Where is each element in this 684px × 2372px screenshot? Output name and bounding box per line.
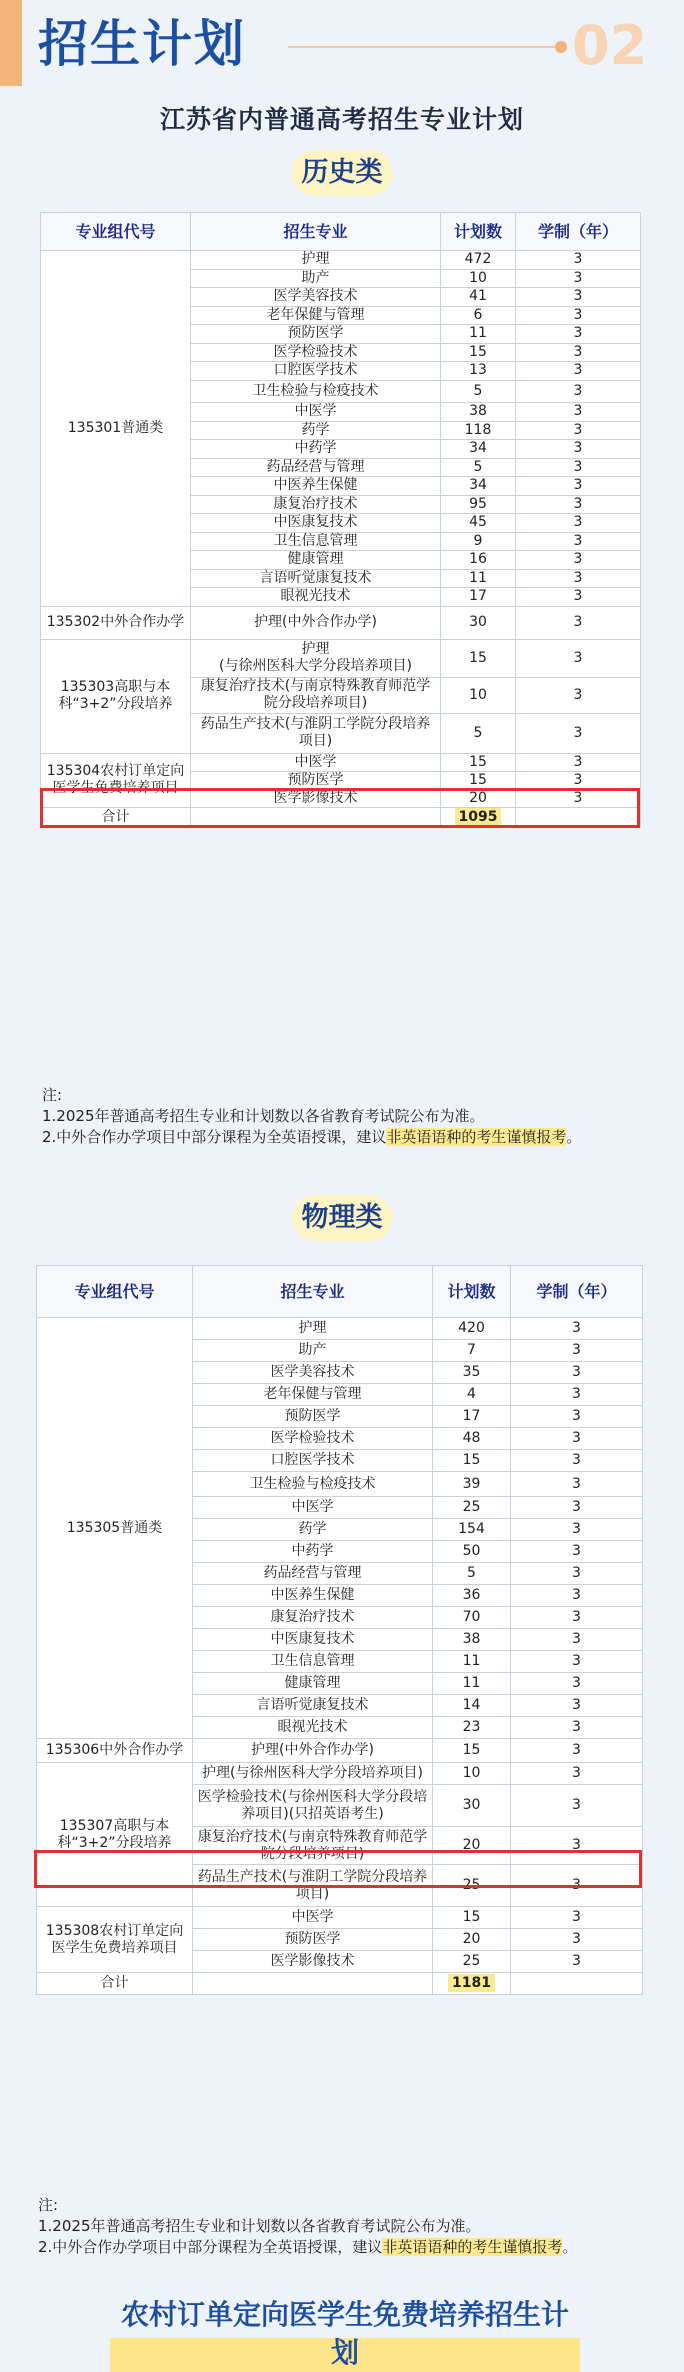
note-line-1: 1.2025年普通高考招生专业和计划数以各省教育考试院公布为准。	[42, 1107, 485, 1125]
duration-cell: 3	[511, 1340, 643, 1362]
group-code: 135305普通类	[37, 1318, 193, 1739]
major-cell: 药品生产技术(与淮阴工学院分段培养项目)	[193, 1865, 433, 1907]
duration-cell: 3	[511, 1785, 643, 1827]
duration-cell: 3	[511, 1865, 643, 1907]
note-highlight: 非英语语种的考生谨慎报考	[386, 1128, 567, 1146]
header-divider	[288, 46, 560, 48]
plan-count-cell: 5	[441, 380, 516, 403]
group-code: 135307高职与本科“3+2”分段培养	[37, 1763, 193, 1907]
duration-cell: 3	[516, 325, 641, 344]
plan-count-cell: 11	[433, 1673, 511, 1695]
major-cell: 卫生信息管理	[191, 532, 441, 551]
duration-cell: 3	[516, 753, 641, 771]
category-badge-physics: 物理类	[292, 1195, 392, 1241]
total-label: 合计	[37, 1973, 193, 1995]
duration-cell: 3	[516, 403, 641, 422]
notes-physics	[38, 2195, 662, 2258]
duration-cell: 3	[516, 288, 641, 307]
plan-count-cell: 10	[433, 1763, 511, 1785]
major-cell: 助产	[191, 269, 441, 288]
duration-cell: 3	[516, 421, 641, 440]
duration-cell: 3	[516, 532, 641, 551]
column-header-1: 招生专业	[191, 213, 441, 251]
major-cell: 医学美容技术	[191, 288, 441, 307]
plan-count-cell: 5	[433, 1563, 511, 1585]
total-row	[37, 1973, 643, 1995]
major-cell: 老年保健与管理	[193, 1384, 433, 1406]
plan-count-cell: 70	[433, 1607, 511, 1629]
major-cell: 中医学	[191, 753, 441, 771]
table-row	[37, 1907, 643, 1929]
plan-count-cell: 30	[441, 606, 516, 639]
major-cell: 药品经营与管理	[191, 458, 441, 477]
plan-count-cell: 36	[433, 1585, 511, 1607]
plan-count-cell: 50	[433, 1541, 511, 1563]
table-row	[41, 606, 641, 639]
page-title: 招生计划	[38, 15, 246, 73]
major-cell: 医学检验技术	[193, 1428, 433, 1450]
major-cell: 助产	[193, 1340, 433, 1362]
column-header-3: 学制（年）	[511, 1266, 643, 1318]
plan-count-cell: 17	[441, 588, 516, 607]
major-cell: 康复治疗技术	[193, 1607, 433, 1629]
major-cell: 中医养生保健	[193, 1585, 433, 1607]
plan-count-cell: 17	[433, 1406, 511, 1428]
major-cell: 健康管理	[193, 1673, 433, 1695]
major-cell: 口腔医学技术	[191, 362, 441, 381]
duration-cell: 3	[511, 1362, 643, 1384]
plan-count-cell: 34	[441, 440, 516, 459]
major-cell: 中药学	[193, 1541, 433, 1563]
plan-count-cell: 5	[441, 713, 516, 753]
duration-cell: 3	[511, 1428, 643, 1450]
duration-cell: 3	[511, 1406, 643, 1428]
major-cell: 中医康复技术	[193, 1629, 433, 1651]
table-row	[37, 1739, 643, 1763]
duration-cell: 3	[516, 343, 641, 362]
category-badge-history: 历史类	[292, 150, 392, 196]
major-cell: 卫生检验与检疫技术	[191, 380, 441, 403]
group-code: 135302中外合作办学	[41, 606, 191, 639]
note-highlight: 非英语语种的考生谨慎报考	[382, 2238, 563, 2256]
empty-cell	[516, 807, 641, 827]
major-cell: 中医学	[193, 1907, 433, 1929]
major-cell: 卫生检验与检疫技术	[193, 1472, 433, 1497]
header-accent-bar	[0, 0, 22, 86]
major-cell: 言语听觉康复技术	[193, 1695, 433, 1717]
major-cell: 言语听觉康复技术	[191, 569, 441, 588]
plan-count-cell: 95	[441, 495, 516, 514]
plan-count-cell: 34	[441, 477, 516, 496]
major-cell: 老年保健与管理	[191, 306, 441, 325]
duration-cell: 3	[516, 269, 641, 288]
duration-cell: 3	[516, 551, 641, 570]
plan-count-cell: 4	[433, 1384, 511, 1406]
total-value: 1095	[455, 808, 502, 826]
plan-count-cell: 10	[441, 677, 516, 713]
footer-banner: 农村订单定向医学生免费培养招生计划	[110, 2296, 580, 2372]
plan-count-cell: 11	[441, 569, 516, 588]
duration-cell: 3	[511, 1629, 643, 1651]
major-cell: 健康管理	[191, 551, 441, 570]
header-dot	[555, 41, 567, 53]
major-cell: 护理(中外合作办学)	[191, 606, 441, 639]
major-cell: 预防医学	[191, 771, 441, 789]
plan-count-cell: 10	[441, 269, 516, 288]
empty-cell	[191, 807, 441, 827]
plan-count-cell: 14	[433, 1695, 511, 1717]
duration-cell: 3	[516, 251, 641, 270]
major-cell: 药品经营与管理	[193, 1563, 433, 1585]
duration-cell: 3	[516, 514, 641, 533]
major-cell: 中药学	[191, 440, 441, 459]
notes-label: 注:	[42, 1086, 63, 1104]
total-value-cell	[433, 1973, 511, 1995]
column-header-2: 计划数	[433, 1266, 511, 1318]
table-row	[37, 1318, 643, 1340]
duration-cell: 3	[511, 1472, 643, 1497]
table-row	[41, 753, 641, 771]
plan-count-cell: 15	[433, 1739, 511, 1763]
major-cell: 护理	[191, 251, 441, 270]
major-cell: 医学检验技术(与徐州医科大学分段培养项目)(只招英语考生)	[193, 1785, 433, 1827]
major-cell: 护理 (与徐州医科大学分段培养项目)	[191, 639, 441, 677]
table-row	[37, 1763, 643, 1785]
major-cell: 预防医学	[193, 1929, 433, 1951]
table-row	[41, 639, 641, 677]
major-cell: 护理(与徐州医科大学分段培养项目)	[193, 1763, 433, 1785]
duration-cell: 3	[511, 1450, 643, 1472]
column-header-0: 专业组代号	[41, 213, 191, 251]
physics-plan-table	[36, 1265, 643, 1995]
group-code: 135301普通类	[41, 251, 191, 607]
plan-count-cell: 11	[441, 325, 516, 344]
column-header-2: 计划数	[441, 213, 516, 251]
duration-cell: 3	[516, 440, 641, 459]
duration-cell: 3	[516, 495, 641, 514]
major-cell: 药品生产技术(与淮阴工学院分段培养项目)	[191, 713, 441, 753]
plan-count-cell: 41	[441, 288, 516, 307]
major-cell: 医学美容技术	[193, 1362, 433, 1384]
total-value: 1181	[448, 1974, 495, 1992]
duration-cell: 3	[511, 1763, 643, 1785]
duration-cell: 3	[511, 1541, 643, 1563]
plan-count-cell: 30	[433, 1785, 511, 1827]
duration-cell: 3	[516, 713, 641, 753]
plan-count-cell: 20	[433, 1827, 511, 1865]
major-cell: 中医学	[193, 1497, 433, 1519]
major-cell: 卫生信息管理	[193, 1651, 433, 1673]
duration-cell: 3	[511, 1563, 643, 1585]
plan-count-cell: 25	[433, 1865, 511, 1907]
plan-count-cell: 9	[441, 532, 516, 551]
plan-count-cell: 20	[441, 789, 516, 807]
section-number: 02	[572, 14, 648, 77]
plan-count-cell: 118	[441, 421, 516, 440]
group-code: 135303高职与本科“3+2”分段培养	[41, 639, 191, 753]
plan-count-cell: 472	[441, 251, 516, 270]
plan-count-cell: 45	[441, 514, 516, 533]
plan-count-cell: 35	[433, 1362, 511, 1384]
duration-cell: 3	[516, 639, 641, 677]
duration-cell: 3	[516, 477, 641, 496]
total-row	[41, 807, 641, 827]
plan-count-cell: 39	[433, 1472, 511, 1497]
major-cell: 中医养生保健	[191, 477, 441, 496]
column-header-3: 学制（年）	[516, 213, 641, 251]
notes-label: 注:	[38, 2196, 59, 2214]
empty-cell	[511, 1973, 643, 1995]
duration-cell: 3	[516, 380, 641, 403]
major-cell: 中医学	[191, 403, 441, 422]
major-cell: 预防医学	[193, 1406, 433, 1428]
plan-count-cell: 25	[433, 1497, 511, 1519]
major-cell: 医学影像技术	[193, 1951, 433, 1973]
duration-cell: 3	[511, 1651, 643, 1673]
plan-count-cell: 6	[441, 306, 516, 325]
plan-count-cell: 23	[433, 1717, 511, 1739]
duration-cell: 3	[516, 771, 641, 789]
duration-cell: 3	[511, 1585, 643, 1607]
duration-cell: 3	[511, 1318, 643, 1340]
major-cell: 眼视光技术	[193, 1717, 433, 1739]
plan-count-cell: 20	[433, 1929, 511, 1951]
duration-cell: 3	[516, 569, 641, 588]
major-cell: 康复治疗技术	[191, 495, 441, 514]
column-header-0: 专业组代号	[37, 1266, 193, 1318]
major-cell: 口腔医学技术	[193, 1450, 433, 1472]
major-cell: 预防医学	[191, 325, 441, 344]
plan-count-cell: 7	[433, 1340, 511, 1362]
plan-count-cell: 154	[433, 1519, 511, 1541]
duration-cell: 3	[516, 789, 641, 807]
major-cell: 眼视光技术	[191, 588, 441, 607]
major-cell: 药学	[191, 421, 441, 440]
duration-cell: 3	[511, 1717, 643, 1739]
duration-cell: 3	[511, 1929, 643, 1951]
duration-cell: 3	[511, 1519, 643, 1541]
total-label: 合计	[41, 807, 191, 827]
note-line-2: 2.中外合作办学项目中部分课程为全英语授课，建议非英语语种的考生谨慎报考。	[42, 1128, 582, 1146]
duration-cell: 3	[516, 306, 641, 325]
duration-cell: 3	[511, 1673, 643, 1695]
plan-count-cell: 11	[433, 1651, 511, 1673]
page-header	[0, 0, 684, 86]
duration-cell: 3	[511, 1607, 643, 1629]
major-cell: 康复治疗技术(与南京特殊教育师范学院分段培养项目)	[191, 677, 441, 713]
major-cell: 医学检验技术	[191, 343, 441, 362]
duration-cell: 3	[516, 458, 641, 477]
plan-count-cell: 48	[433, 1428, 511, 1450]
main-title: 江苏省内普通高考招生专业计划	[159, 105, 524, 134]
plan-count-cell: 25	[433, 1951, 511, 1973]
duration-cell: 3	[511, 1827, 643, 1865]
duration-cell: 3	[511, 1951, 643, 1973]
duration-cell: 3	[516, 362, 641, 381]
table-row	[41, 251, 641, 270]
duration-cell: 3	[516, 677, 641, 713]
group-code: 135308农村订单定向医学生免费培养项目	[37, 1907, 193, 1973]
notes-history	[42, 1085, 662, 1148]
empty-cell	[193, 1973, 433, 1995]
note-line-2: 2.中外合作办学项目中部分课程为全英语授课，建议非英语语种的考生谨慎报考。	[38, 2238, 578, 2256]
duration-cell: 3	[511, 1739, 643, 1763]
plan-count-cell: 16	[441, 551, 516, 570]
duration-cell: 3	[511, 1497, 643, 1519]
major-cell: 护理	[193, 1318, 433, 1340]
plan-count-cell: 38	[433, 1629, 511, 1651]
group-code: 135304农村订单定向医学生免费培养项目	[41, 753, 191, 807]
plan-count-cell: 15	[433, 1450, 511, 1472]
note-line-1: 1.2025年普通高考招生专业和计划数以各省教育考试院公布为准。	[38, 2217, 481, 2235]
major-cell: 医学影像技术	[191, 789, 441, 807]
duration-cell: 3	[511, 1384, 643, 1406]
duration-cell: 3	[516, 588, 641, 607]
plan-count-cell: 38	[441, 403, 516, 422]
major-cell: 中医康复技术	[191, 514, 441, 533]
plan-count-cell: 15	[433, 1907, 511, 1929]
major-cell: 护理(中外合作办学)	[193, 1739, 433, 1763]
major-cell: 药学	[193, 1519, 433, 1541]
plan-count-cell: 15	[441, 753, 516, 771]
major-cell: 康复治疗技术(与南京特殊教育师范学院分段培养项目)	[193, 1827, 433, 1865]
plan-count-cell: 15	[441, 343, 516, 362]
total-value-cell	[441, 807, 516, 827]
plan-count-cell: 15	[441, 639, 516, 677]
column-header-1: 招生专业	[193, 1266, 433, 1318]
plan-count-cell: 420	[433, 1318, 511, 1340]
history-plan-table	[40, 212, 641, 828]
plan-count-cell: 5	[441, 458, 516, 477]
duration-cell: 3	[511, 1695, 643, 1717]
plan-count-cell: 15	[441, 771, 516, 789]
group-code: 135306中外合作办学	[37, 1739, 193, 1763]
duration-cell: 3	[516, 606, 641, 639]
duration-cell: 3	[511, 1907, 643, 1929]
plan-count-cell: 13	[441, 362, 516, 381]
